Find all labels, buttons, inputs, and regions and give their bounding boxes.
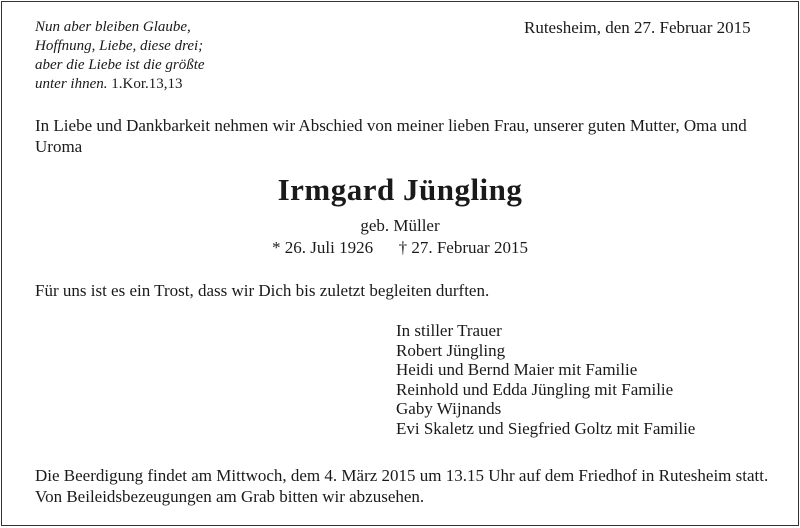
life-dates: * 26. Juli 1926 † 27. Februar 2015 bbox=[272, 238, 528, 257]
mourner-entry: Reinhold und Edda Jüngling mit Familie bbox=[396, 379, 674, 399]
intro-text: In Liebe und Dankbarkeit nehmen wir Abschied von meiner lieben Frau, unserer guten Mutter, Oma und Uroma bbox=[35, 116, 747, 156]
mourners-heading: In stiller Trauer bbox=[396, 321, 502, 340]
verse-line: aber die Liebe ist die größte bbox=[35, 57, 205, 73]
mourner-entry: Heidi und Bernd Maier mit Familie bbox=[396, 360, 638, 380]
verse-line: unter ihnen. bbox=[35, 76, 108, 92]
bible-verse bbox=[35, 18, 205, 94]
verse-reference: 1.Kor.13,13 bbox=[111, 76, 183, 92]
mourners-list bbox=[396, 321, 695, 439]
birth-name: geb. Müller bbox=[360, 216, 440, 235]
comfort-text: Für uns ist es ein Trost, dass wir Dich bis zuletzt begleiten durften. bbox=[35, 281, 490, 300]
mourner-entry: Evi Skaletz und Siegfried Goltz mit Familie bbox=[396, 418, 696, 438]
mourner-entry: Gaby Wijnands bbox=[396, 399, 502, 419]
mourner-entry: Robert Jüngling bbox=[396, 340, 506, 360]
obituary-notice bbox=[1, 1, 799, 526]
verse-line: Nun aber bleiben Glaube, bbox=[35, 19, 191, 35]
funeral-info: Die Beerdigung findet am Mittwoch, dem 4. März 2015 um 13.15 Uhr auf dem Friedhof in Rutesheim statt. Von Beileidsbezeugungen am Grab bitten wir abzusehen. bbox=[35, 466, 769, 506]
deceased-name: Irmgard Jüngling bbox=[277, 172, 523, 207]
verse-line-last bbox=[35, 75, 205, 94]
verse-line: Hoffnung, Liebe, diese drei; bbox=[35, 38, 204, 54]
place-and-date: Rutesheim, den 27. Februar 2015 bbox=[524, 18, 751, 37]
